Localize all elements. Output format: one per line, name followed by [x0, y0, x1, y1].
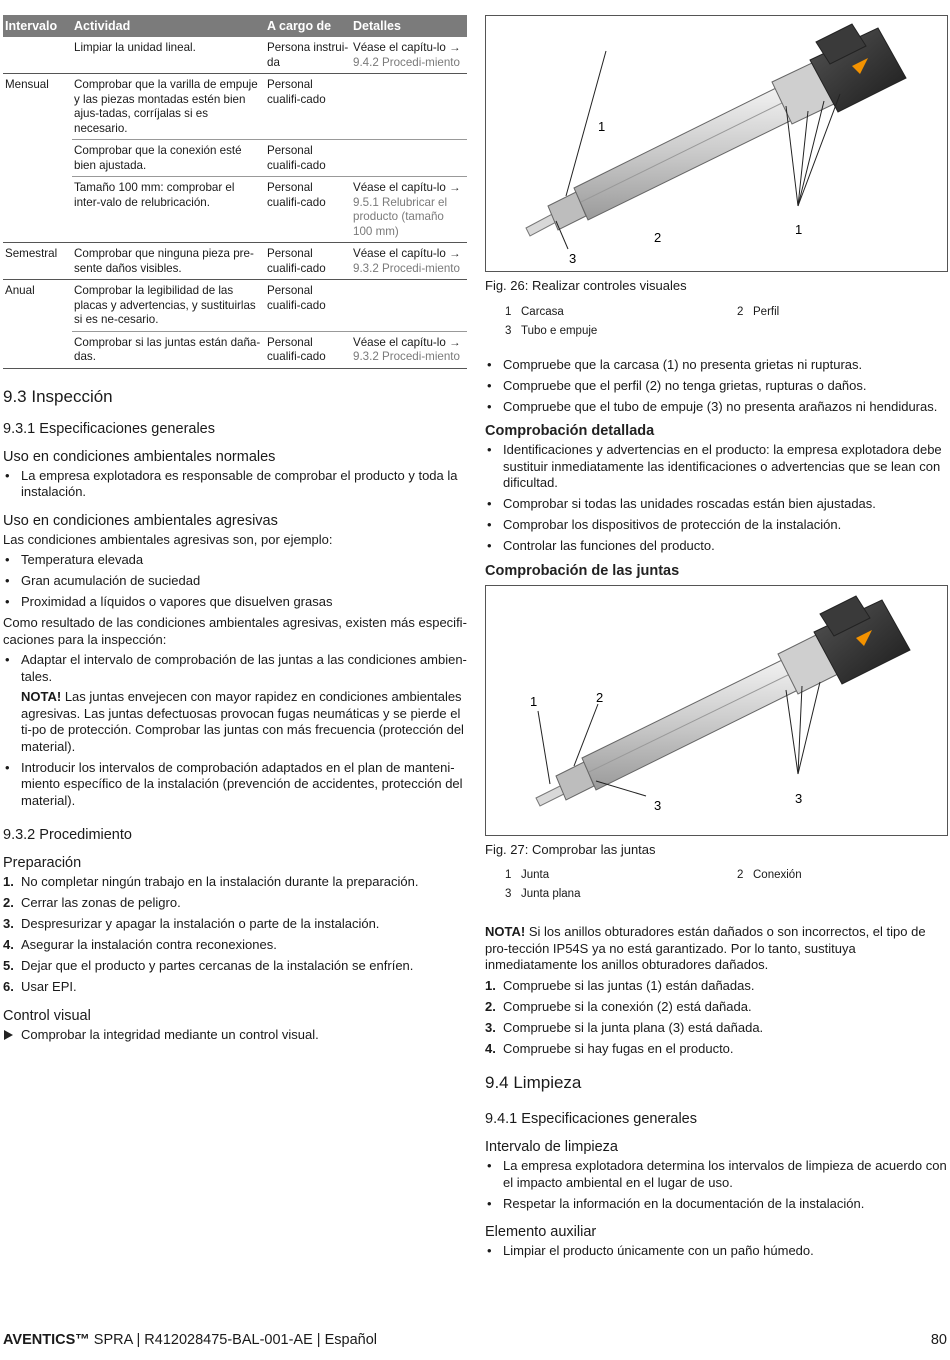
- juntas-steps: [485, 978, 948, 1058]
- maintenance-table: [3, 15, 467, 369]
- list-item: • Comprobar los dispositivos de protección de la instalación.: [485, 517, 948, 534]
- footer-brand: AVENTICS™: [3, 1332, 90, 1348]
- step-item: 1. Compruebe si las juntas (1) están dañadas.: [485, 977, 755, 993]
- list-item: • Gran acumulación de suciedad: [3, 573, 467, 590]
- responsible-cell: Personal cualifi-cado: [265, 243, 351, 280]
- control-item: Comprobar la integridad mediante un control visual.: [3, 1027, 467, 1044]
- callout-label: 3: [795, 790, 803, 806]
- adaptar-text: Adaptar el intervalo de comprobación de las juntas a las condiciones ambien-tales.: [21, 652, 467, 684]
- activity-cell: Tamaño 100 mm: comprobar el inter-valo de relubricación.: [72, 177, 265, 243]
- list-item: • Controlar las funciones del producto.: [485, 538, 948, 555]
- legend-item: 3 Junta plana: [505, 888, 581, 900]
- table-row: [3, 280, 467, 332]
- header-activity: Actividad: [72, 15, 265, 37]
- step-item: 6. Usar EPI.: [3, 979, 77, 994]
- list-item: • La empresa explotadora es responsable de comprobar el producto y toda la instalación.: [3, 468, 467, 501]
- agresivas-list: [3, 552, 467, 611]
- legend-item: 1 Carcasa: [505, 305, 564, 318]
- callout-label: 3: [569, 251, 577, 266]
- legend-item: 2 Conexión: [737, 869, 802, 881]
- intervalo-list: [485, 1158, 948, 1212]
- heading-elemento-auxiliar: Elemento auxiliar: [485, 1224, 597, 1240]
- responsible-cell: Personal cualifi-cado: [265, 331, 351, 368]
- normales-list: [3, 468, 467, 501]
- footer-doc-id: SPRA | R412028475-BAL-001-AE | Español: [89, 1332, 377, 1348]
- interval-cell: Mensual: [3, 74, 72, 140]
- list-item: • Introducir los intervalos de comprobación adaptados en el plan de manteni-miento específico de la instalación (prevención de accidentes, protección del material).: [3, 760, 467, 810]
- callout-label: 1: [530, 693, 538, 709]
- nota-text: Las juntas envejecen con mayor rapidez en condiciones ambientales agresivas. Las juntas defectuosas provocan fugas neumáticas y se pierde el ti-po de protección. Comprobar las juntas con más frecuencia (protección del material).: [21, 689, 464, 754]
- list-item: • Temperatura elevada: [3, 552, 467, 569]
- interval-cell: Anual: [3, 280, 72, 332]
- details-cell: [351, 331, 467, 368]
- details-cell: [351, 243, 467, 280]
- legend-item: 2 Perfil: [737, 305, 780, 318]
- list-item: • Respetar la información en la documentación de la instalación.: [485, 1196, 948, 1213]
- subsection-title-especificaciones: 9.4.1 Especificaciones generales: [485, 1111, 697, 1127]
- callout-label: 2: [596, 689, 604, 705]
- chapter-reference-link[interactable]: 9.3.2 Procedi-miento: [353, 350, 460, 363]
- inspeccion-list: [3, 652, 467, 809]
- section-title-inspeccion: 9.3 Inspección: [3, 386, 113, 406]
- subsection-title-especificaciones: 9.3.1 Especificaciones generales: [3, 420, 215, 437]
- heading-control-visual: Control visual: [3, 1007, 91, 1024]
- legend-item: 3 Tubo e empuje: [505, 324, 598, 337]
- activity-cell: Comprobar que la conexión esté bien ajustada.: [72, 140, 265, 177]
- heading-comprobacion-juntas: Comprobación de las juntas: [485, 562, 680, 579]
- list-item: • Compruebe que el tubo de empuje (3) no presenta arañazos ni hendiduras.: [485, 399, 948, 416]
- chapter-reference-link[interactable]: 9.5.1 Relubricar el producto (tamaño 100 mm): [353, 195, 448, 238]
- activity-cell: Comprobar que ninguna pieza pre-sente daños visibles.: [72, 243, 265, 280]
- figure-visual-controls: [485, 15, 948, 272]
- page-footer: [3, 1332, 947, 1348]
- page-number: 80: [930, 1332, 947, 1348]
- heading-condiciones-normales: Uso en condiciones ambientales normales: [3, 448, 276, 465]
- figure-caption: Fig. 26: Realizar controles visuales: [485, 278, 687, 293]
- interval-cell: [3, 37, 72, 74]
- list-item: • Compruebe que la carcasa (1) no presenta grietas ni rupturas.: [485, 357, 948, 374]
- interval-cell: Semestral: [3, 243, 72, 280]
- step-item: 1. No completar ningún trabajo en la instalación durante la preparación.: [3, 874, 419, 889]
- interval-cell: [3, 331, 72, 368]
- step-item: 4. Asegurar la instalación contra reconexiones.: [3, 937, 277, 952]
- interval-cell: [3, 177, 72, 243]
- details-text: Véase el capítu-lo →: [353, 335, 461, 349]
- activity-cell: Limpiar la unidad lineal.: [74, 41, 196, 54]
- figure-legend: [485, 866, 948, 904]
- auxiliar-list: [485, 1243, 948, 1260]
- list-item: • Limpiar el producto únicamente con un paño húmedo.: [485, 1243, 948, 1260]
- details-text: Véase el capítu-lo →: [353, 247, 461, 260]
- preparacion-steps: [3, 874, 467, 996]
- resultado-paragraph: Como resultado de las condiciones ambientales agresivas, existen más especifi-caciones para la inspección:: [3, 615, 467, 647]
- table-row: [3, 37, 467, 74]
- step-item: 5. Dejar que el producto y partes cercanas de la instalación se enfríen.: [3, 958, 414, 973]
- arrow-right-icon: [4, 1030, 13, 1040]
- footer-document: [3, 1332, 377, 1348]
- details-cell: [351, 140, 467, 177]
- responsible-cell: Personal cualifi-cado: [265, 74, 351, 140]
- list-item: • Compruebe que el perfil (2) no tenga grietas, rupturas o daños.: [485, 378, 948, 395]
- header-responsible: A cargo de: [265, 15, 351, 37]
- interval-cell: [3, 140, 72, 177]
- callout-label: 3: [654, 797, 662, 813]
- activity-cell: Comprobar si las juntas están daña-das.: [72, 331, 265, 368]
- table-row: [3, 177, 467, 243]
- right-column: [485, 15, 948, 1264]
- step-item: 3. Compruebe si la junta plana (3) está dañada.: [485, 1019, 764, 1035]
- header-details: Detalles: [351, 15, 467, 37]
- step-item: 2. Cerrar las zonas de peligro.: [3, 895, 181, 910]
- figure-legend: [485, 303, 948, 341]
- details-cell: [351, 74, 467, 140]
- heading-condiciones-agresivas: Uso en condiciones ambientales agresivas: [3, 512, 278, 529]
- responsible-cell: Personal cualifi-cado: [265, 140, 351, 177]
- responsible-cell: Personal cualifi-cado: [265, 177, 351, 243]
- nota-text: Si los anillos obturadores están dañados o son incorrectos, el tipo de pro-tección IP54S ya no está garantizado. Por lo tanto, sustituya inmediatamente los anillos obturadores dañados.: [485, 924, 926, 972]
- responsible-cell: Personal cualifi-cado: [265, 280, 351, 332]
- list-item: • Identificaciones y advertencias en el producto: la empresa explotadora debe sustituir inmediatamente las identificaciones o advertencias que se lean con dificultad.: [485, 442, 948, 492]
- visual-check-list: [485, 357, 948, 416]
- step-item: 2. Compruebe si la conexión (2) está dañada.: [485, 998, 752, 1014]
- details-cell: [351, 37, 467, 74]
- details-cell: [351, 177, 467, 243]
- nota-paragraph: [21, 689, 467, 755]
- agresivas-intro: Las condiciones ambientales agresivas son, por ejemplo:: [3, 531, 333, 547]
- callout-label: 1: [598, 119, 606, 134]
- list-item: • Comprobar si todas las unidades roscadas están bien ajustadas.: [485, 496, 948, 513]
- figure-caption: Fig. 27: Comprobar las juntas: [485, 841, 656, 857]
- figure-seal-check: [485, 585, 948, 836]
- table-row: [3, 74, 467, 140]
- section-title-limpieza: 9.4 Limpieza: [485, 1073, 582, 1092]
- activity-cell: Comprobar que la varilla de empuje y las piezas montadas estén bien ajus-tadas, corríjalas si es necesario.: [72, 74, 265, 140]
- list-item: [3, 652, 467, 755]
- details-text: Véase el capítu-lo →: [353, 41, 461, 54]
- detallada-list: [485, 442, 948, 555]
- nota-label: NOTA!: [485, 924, 526, 939]
- nota-label: NOTA!: [21, 689, 62, 704]
- heading-preparacion: Preparación: [3, 855, 82, 871]
- subsection-title-procedimiento: 9.3.2 Procedimiento: [3, 827, 132, 843]
- list-item: • Proximidad a líquidos o vapores que disuelven grasas: [3, 594, 467, 611]
- details-cell: [351, 280, 467, 332]
- left-column: [3, 15, 467, 1043]
- table-row: [3, 331, 467, 368]
- legend-item: 1 Junta: [505, 869, 550, 881]
- actuator-illustration: [486, 16, 947, 271]
- heading-intervalo-limpieza: Intervalo de limpieza: [485, 1139, 618, 1155]
- actuator-illustration: [486, 586, 947, 835]
- header-interval: Intervalo: [3, 15, 72, 37]
- nota-paragraph: [485, 924, 948, 974]
- table-header-row: [3, 15, 467, 37]
- heading-comprobacion-detallada: Comprobación detallada: [485, 423, 655, 439]
- responsible-cell: Persona instrui-da: [267, 41, 349, 69]
- list-item: • La empresa explotadora determina los intervalos de limpieza de acuerdo con el impacto ambiental en el lugar de uso.: [485, 1158, 948, 1191]
- table-row: [3, 243, 467, 280]
- activity-cell: Comprobar la legibilidad de las placas y advertencias, y sustituirlas si es ne-cesario.: [72, 280, 265, 332]
- step-item: 3. Despresurizar y apagar la instalación o parte de la instalación.: [3, 916, 380, 931]
- table-row: [3, 140, 467, 177]
- chapter-reference-link[interactable]: 9.4.2 Procedi-miento: [353, 55, 460, 69]
- callout-label: 1: [795, 222, 803, 237]
- step-item: 4. Compruebe si hay fugas en el producto.: [485, 1040, 734, 1056]
- details-text: Véase el capítu-lo →: [353, 181, 461, 194]
- callout-label: 2: [654, 230, 662, 245]
- chapter-reference-link[interactable]: 9.3.2 Procedi-miento: [353, 261, 460, 275]
